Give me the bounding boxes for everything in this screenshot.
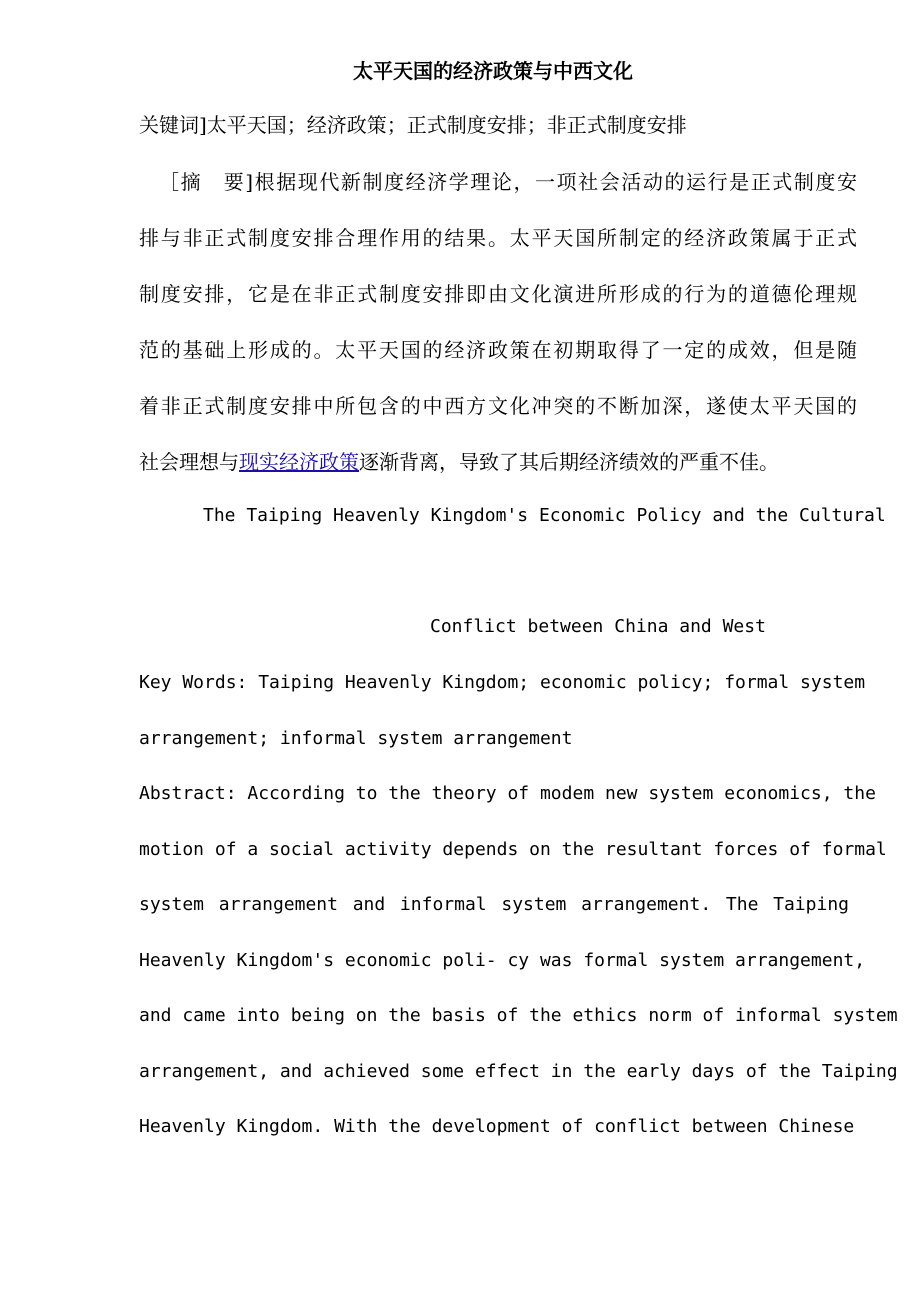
english-title-line2: Conflict between China and West xyxy=(430,616,766,637)
abstract-cn-text: 社会理想与 xyxy=(139,450,239,474)
abstract-cn-line: 着非正式制度安排中所包含的中西方文化冲突的不断加深，遂使太平天国的 xyxy=(139,394,857,418)
english-abstract-line: arrangement, and achieved some effect in the early days of the Taiping xyxy=(139,1060,898,1082)
english-abstract-line: Abstract: According to the theory of modem new system economics, the xyxy=(139,783,876,804)
english-abstract-line: motion of a social activity depends on the resultant forces of formal xyxy=(139,838,887,860)
abstract-cn-last-line xyxy=(139,445,857,501)
abstract-cn-line: 排与非正式制度安排合理作用的结果。太平天国所制定的经济政策属于正式 xyxy=(139,226,857,250)
english-keywords-line: Key Words: Taiping Heavenly Kingdom; economic policy; formal system xyxy=(139,672,866,693)
english-abstract xyxy=(139,669,898,1169)
english-title-line1: The Taiping Heavenly Kingdom's Economic Policy and the Cultural xyxy=(203,505,886,526)
abstract-cn-text: 逐渐背离，导致了其后期经济绩效的严重不佳。 xyxy=(359,450,779,474)
english-abstract-line: Heavenly Kingdom. With the development of conflict between Chinese xyxy=(139,1116,855,1137)
english-abstract-line: system arrangement and informal system arrangement. The Taiping xyxy=(139,894,849,915)
abstract-cn-line: 范的基础上形成的。太平天国的经济政策在初期取得了一定的成效，但是随 xyxy=(139,338,857,362)
keywords-cn: 关键词]太平天国；经济政策；正式制度安排；非正式制度安排 xyxy=(139,113,687,137)
english-abstract-line: Heavenly Kingdom's economic poli- cy was formal system arrangement, xyxy=(139,949,866,971)
economic-policy-link[interactable]: 现实经济政策 xyxy=(239,450,359,474)
abstract-cn-line: 制度安排，它是在非正式制度安排即由文化演进所形成的行为的道德伦理规 xyxy=(139,282,857,306)
document-title: 太平天国的经济政策与中西文化 xyxy=(353,59,633,83)
abstract-cn xyxy=(139,165,857,501)
abstract-cn-line: ［摘 要]根据现代新制度经济学理论，一项社会活动的运行是正式制度安 xyxy=(159,170,857,194)
english-abstract-line: and came into being on the basis of the ethics norm of informal system xyxy=(139,1005,898,1026)
english-keywords-line: arrangement; informal system arrangement xyxy=(139,727,573,749)
